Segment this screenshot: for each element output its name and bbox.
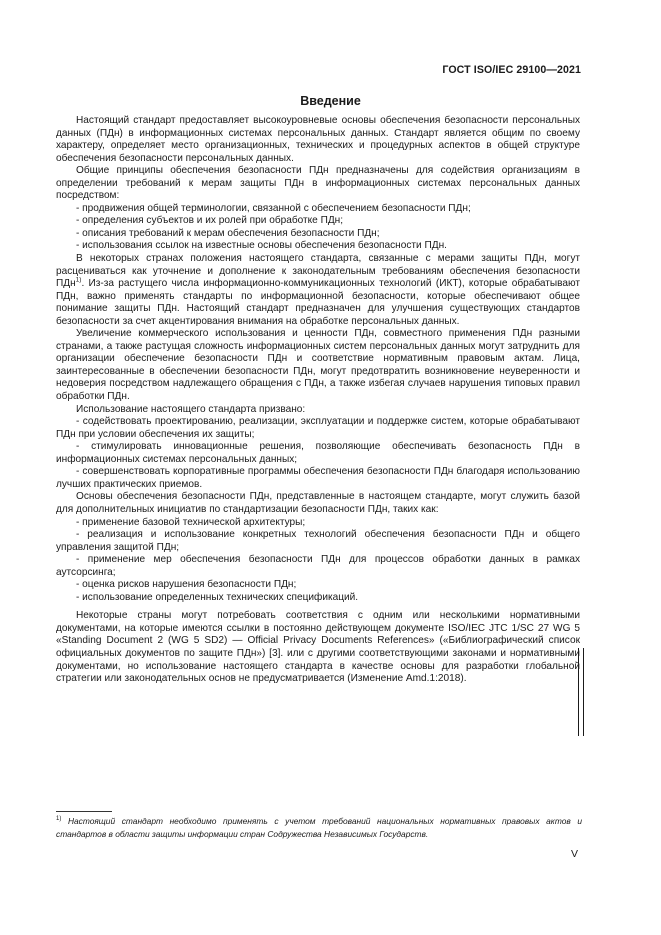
footnote-reference: 1) — [75, 276, 82, 284]
list-item: - продвижения общей терминологии, связанной с обеспечением безопасности ПДн; — [76, 202, 471, 214]
paragraph-intro: Настоящий стандарт предоставляет высокоуровневые основы обеспечения безопасности персональных данных (ПДн) в информационных системах персональных данных. Стандарт является общим по своему характеру, определяет место организационных, технических и процедурных аспектов в общей структуре обеспечения безопасности персональных данных. — [56, 115, 580, 164]
paragraph-foundations: Основы обеспечения безопасности ПДн, представленные в настоящем стандарте, могут служить базой для дополнительных инициатив по стандартизации безопасности ПДн, таких как: — [56, 491, 580, 515]
footnote-marker: 1) — [56, 816, 62, 823]
list-item: - применение мер обеспечения безопасности ПДн для процессов обработки данных в рамках аутсорсинга; — [56, 554, 580, 578]
list-item: - описания требований к мерам обеспечения безопасности ПДн; — [76, 227, 380, 239]
footnote — [56, 815, 582, 840]
section-title: Введение — [300, 94, 361, 108]
page-number: V — [570, 848, 578, 860]
list-item: - оценка рисков нарушения безопасности ПДн; — [76, 579, 297, 591]
paragraph-countries — [56, 253, 580, 328]
list-item: - содействовать проектированию, реализации, эксплуатации и поддержке систем, которые обрабатывают ПДн при условии обеспечения их защиты; — [56, 416, 580, 440]
paragraph-purpose: Использование настоящего стандарта призвано: — [76, 403, 306, 415]
list-item: - стимулировать инновационные решения, позволяющие обеспечивать безопасность ПДн в информационных системах персональных данных; — [56, 441, 580, 465]
paragraph-countries-part2: . Из-за растущего числа информационно-коммуникационных технологий (ИКТ), которые обрабатывают ПДн, важно применять стандарты по информационной безопасности, которые обеспечивают общее понимание защиты ПДн. Настоящий стандарт предназначен для улучшения существующих стандартов безопасности за счет акцентирования внимания на обработке персональных данных. — [56, 278, 580, 327]
list-item: - совершенствовать корпоративные программы обеспечения безопасности ПДн благодаря использованию лучших практических приемов. — [56, 466, 580, 490]
standard-designation: ГОСТ ISO/IEC 29100—2021 — [442, 64, 581, 76]
paragraph-countries-part1: В некоторых странах положения настоящего стандарта, связанные с мерами защиты ПДн, могут расцениваться как уточнение и дополнение к законодательным требованиям обеспечения безопасности ПДн — [56, 253, 580, 290]
list-item: - определения субъектов и их ролей при обработке ПДн; — [76, 215, 344, 227]
list-item: - использования ссылок на известные основы обеспечения безопасности ПДн. — [76, 240, 447, 252]
list-item: - применение базовой технической архитектуры; — [76, 516, 306, 528]
footnote-text: Настоящий стандарт необходимо применять с учетом требований национальных нормативных правовых актов и стандартов в области защиты информации стран Содружества Независимых Государств. — [56, 816, 582, 839]
paragraph-commercial-use: Увеличение коммерческого использования и ценности ПДн, совместного применения ПДн разными странами, а также растущая сложность информационных систем персональных данных могут затруднить для организации обеспечение безопасности ПДн и соответствие нормативным правовым актам. Лица, заинтересованные в обеспечении безопасности ПДн, могут предотвратить возникновение неуверенности и недоверия посредством надлежащего обращения с ПДн, а также избегая случаев нарушения типовых правил обработки ПДн. — [56, 328, 580, 403]
paragraph-amendment: Некоторые страны могут потребовать соответствия с одним или несколькими нормативными документами, на которые имеются ссылки в постоянно действующем документе ISO/IEC JTC 1/SC 27 WG 5 «Standing Document 2 (WG 5 SD2) — Official Privacy Documents References» («Библиографический список официальных документов по защите ПДн») [3]. или с другими соответствующими законами и нормативными документами, но использование настоящего стандарта в качестве основы для разработки глобальной стратегии или законодательных основ не предусматривается (Изменение Amd.1:2018). — [56, 610, 580, 685]
list-item: - использование определенных технических спецификаций. — [76, 591, 359, 603]
body-text — [56, 115, 580, 686]
list-item: - реализация и использование конкретных технологий обеспечения безопасности ПДн и общего управления защитой ПДн; — [56, 529, 580, 553]
paragraph-principles: Общие принципы обеспечения безопасности ПДн предназначены для содействия организациям в определении требований к мерам защиты ПДн в информационных системах персональных данных посредством: — [56, 165, 580, 202]
footnote-separator — [56, 811, 112, 812]
amendment-change-bar — [578, 648, 584, 736]
